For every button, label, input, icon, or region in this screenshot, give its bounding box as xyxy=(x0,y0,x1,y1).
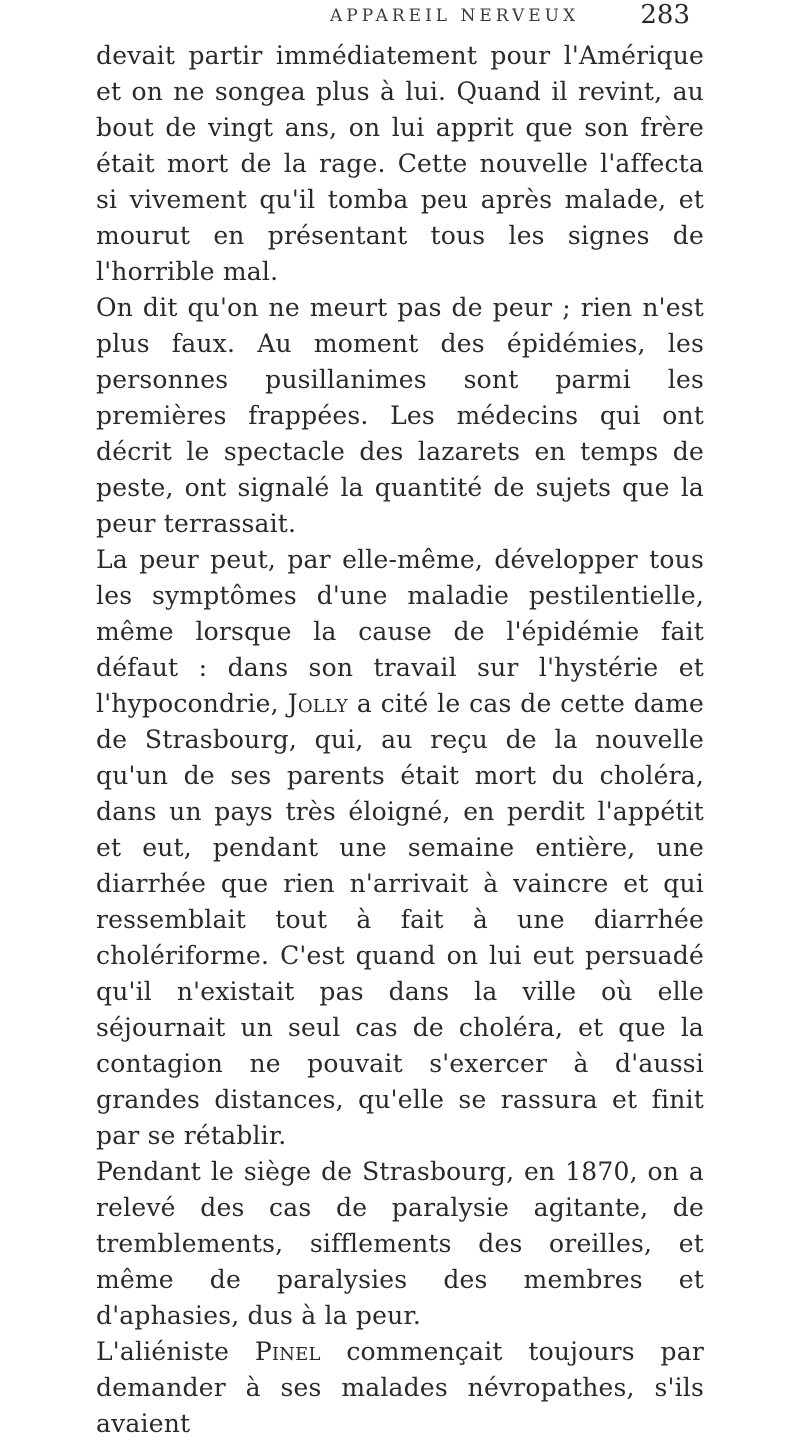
paragraph-text: a cité le cas de cette dame de Strasbourg, qui, au reçu de la nouvelle qu'un de ses parents était mort du choléra, dans un pays très éloigné, en perdit l'appétit et eut, pendant une semaine entière, une diarrhée que rien n'arrivait à vaincre et qui ressemblait tout à fait à une diarrhée cholériforme. C'est quand on lui eut persuadé qu'il n'existait pas dans la ville où elle séjournait un seul cas de choléra, et que la contagion ne pouvait s'exercer à d'aussi grandes distances, qu'elle se rassura et finit par se rétablir. xyxy=(96,689,704,1150)
paragraph xyxy=(96,290,704,542)
paragraph xyxy=(96,542,704,1154)
author-name: Jolly xyxy=(287,689,349,718)
page-number: 283 xyxy=(640,0,690,30)
paragraph-text: La peur peut, par elle-même, développer tous les symptômes d'une maladie pestilentielle, même lorsque la cause de l'épidémie fait défaut : dans son travail sur l'hystérie et l'hypocondrie, xyxy=(96,545,704,718)
paragraph-text: On dit qu'on ne meurt pas de peur ; rien n'est plus faux. Au moment des épidémies, les personnes pusillanimes sont parmi les premières frappées. Les médecins qui ont décrit le spectacle des lazarets en temps de peste, ont signalé la quantité de sujets que la peur terrassait. xyxy=(96,293,704,538)
running-head: APPAREIL NERVEUX xyxy=(330,6,580,26)
author-name: Pinel xyxy=(254,1337,321,1366)
paragraph-text: commençait toujours par demander à ses malades névropathes, s'ils avaient xyxy=(96,1337,704,1438)
paragraph xyxy=(96,1334,704,1442)
paragraph: Pendant le siège de Strasbourg, en 1870, on a relevé des cas de paralysie agitante, de tremblements, sifflements des oreilles, et même de paralysies des membres et d'aphasies, dus à la peur. xyxy=(96,1157,704,1330)
paragraph: devait partir immédiatement pour l'Amérique et on ne songea plus à lui. Quand il revint, au bout de vingt ans, on lui apprit que son frère était mort de la rage. Cette nouvelle l'affecta si vivement qu'il tomba peu après malade, et mourut en présentant tous les signes de l'horrible mal. xyxy=(96,41,704,286)
paragraph-text: L'aliéniste xyxy=(96,1337,255,1366)
body-text xyxy=(96,38,704,1442)
